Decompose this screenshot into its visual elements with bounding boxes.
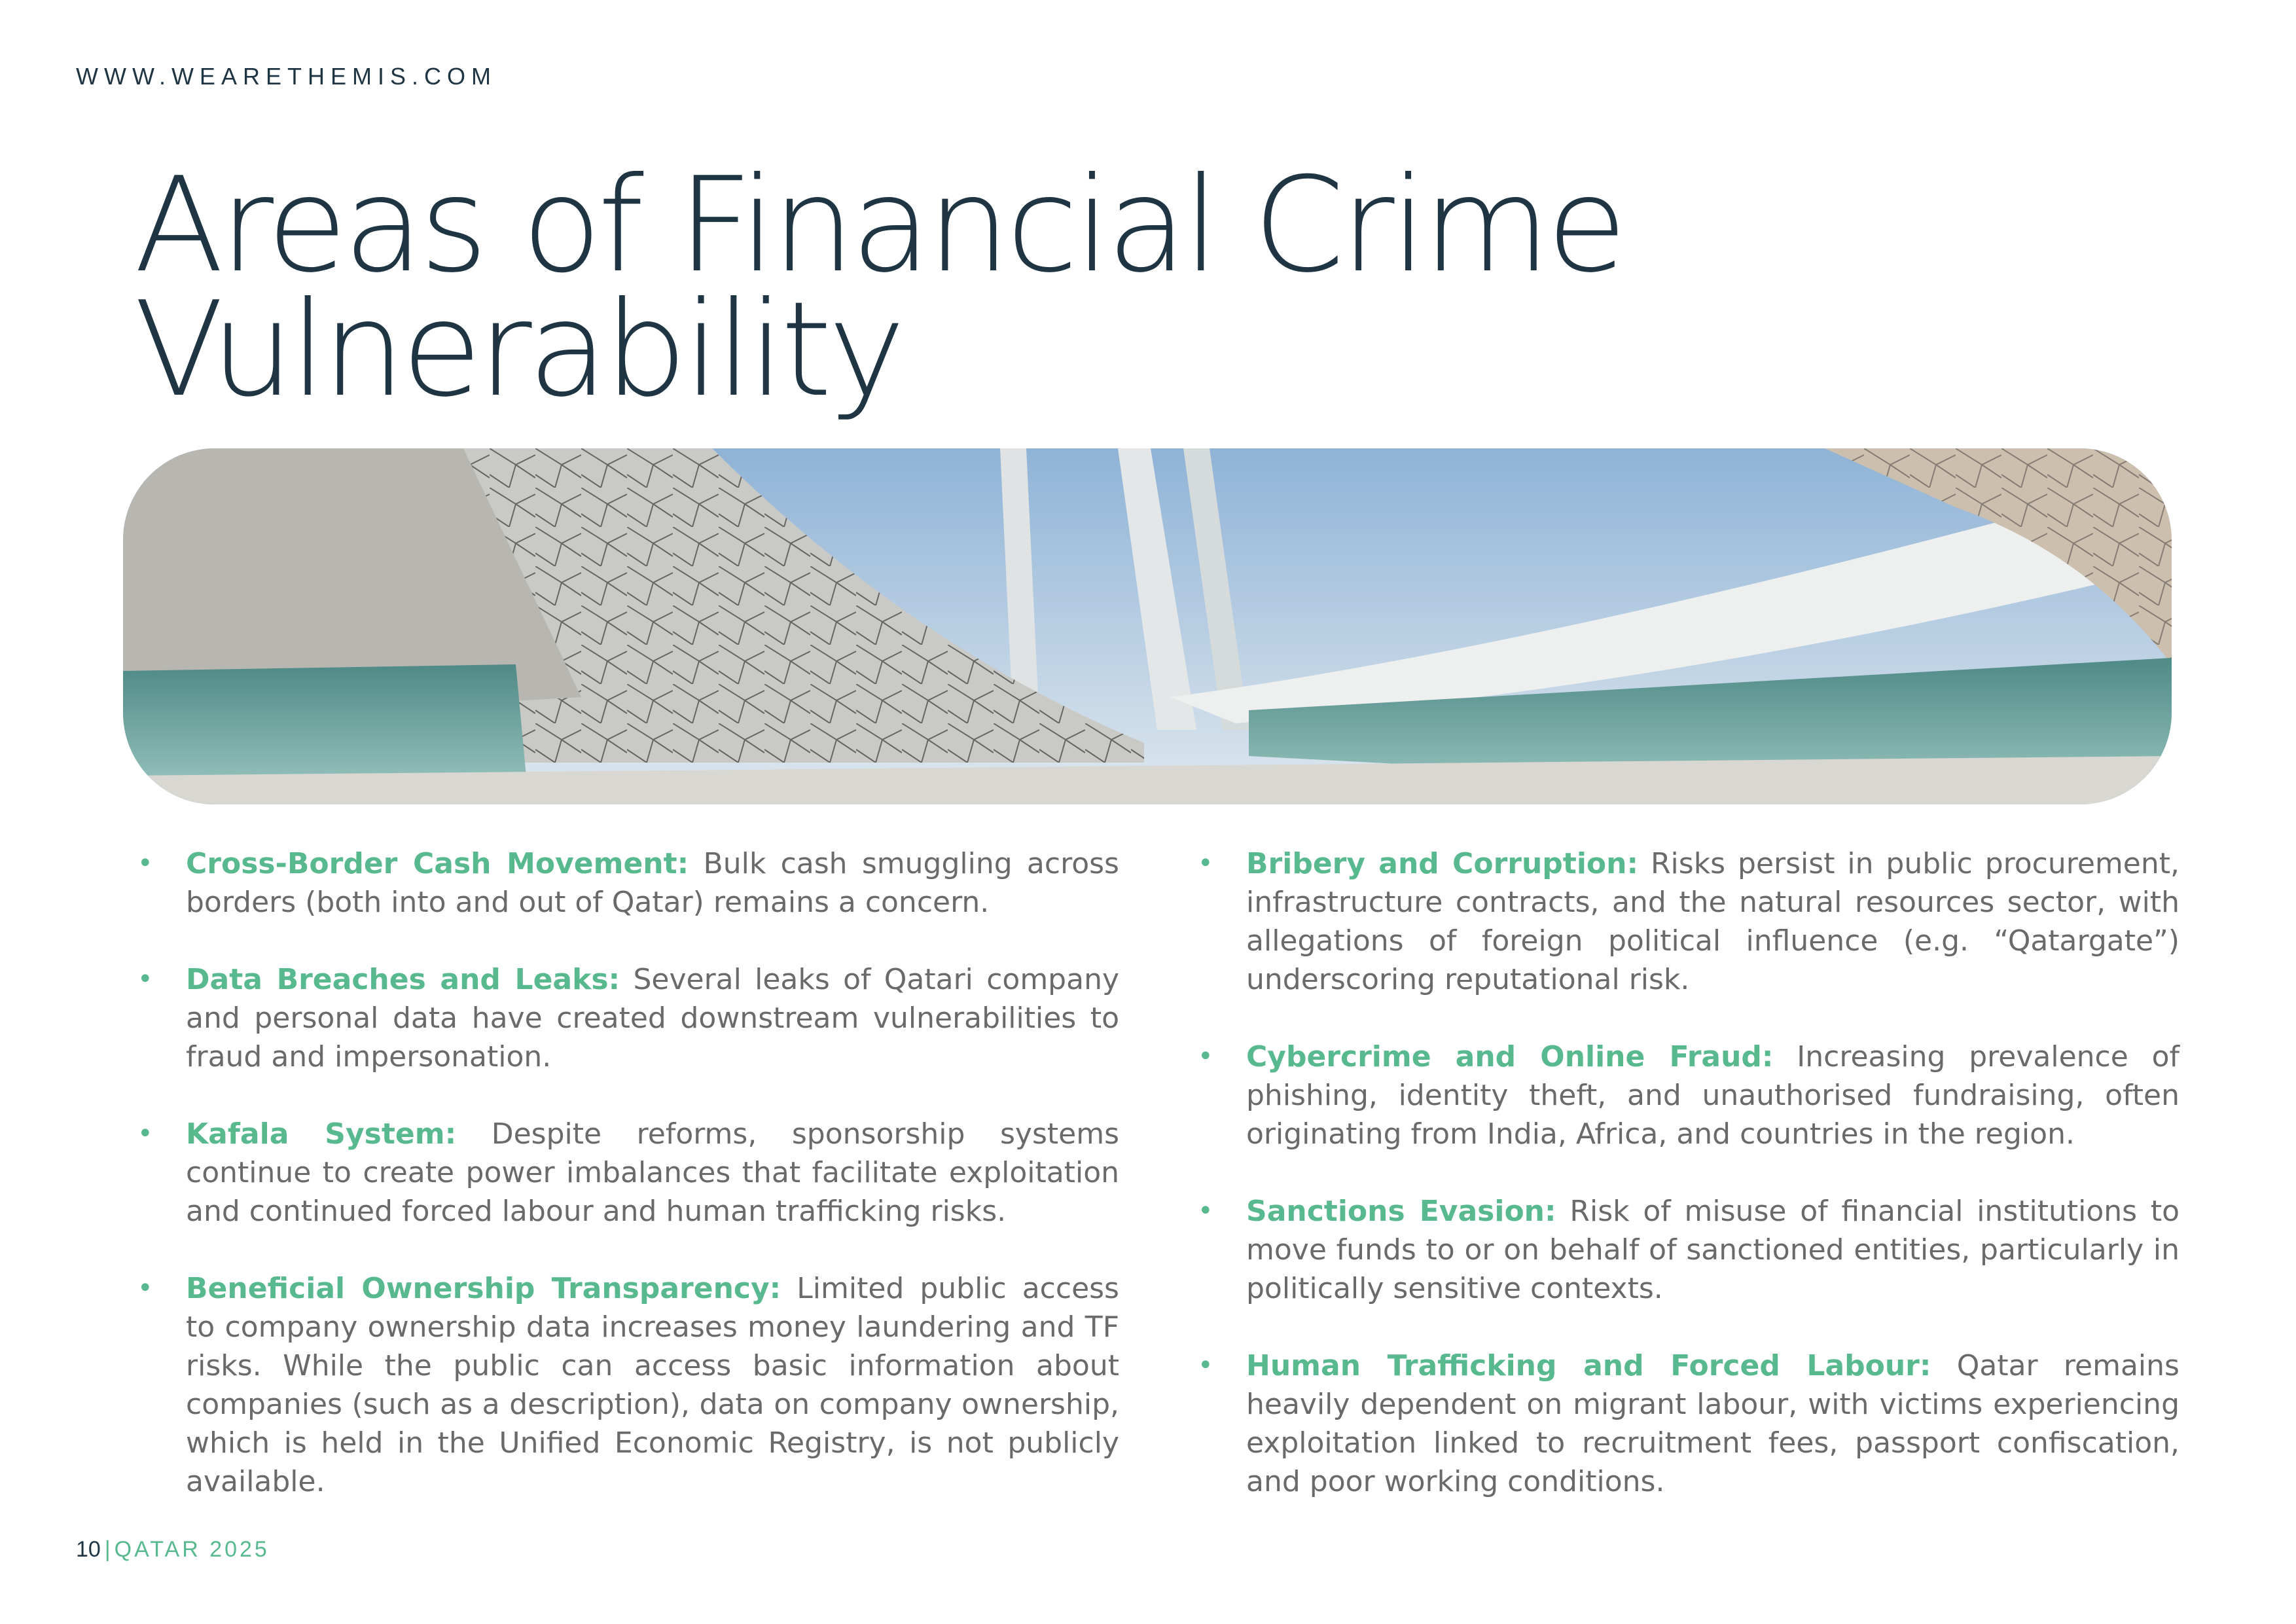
left-column-list [186, 844, 1119, 1540]
document-label: QATAR 2025 [114, 1537, 270, 1562]
list-item [1246, 844, 2179, 999]
list-item [1246, 1192, 2179, 1308]
page-title-line-2: Vulnerability [134, 274, 902, 426]
page-footer [76, 1537, 270, 1562]
item-term: Sanctions Evasion: [1246, 1195, 1556, 1228]
item-term: Kafala System: [186, 1117, 457, 1151]
item-description: Increasing prevalence of phishing, identity theft, and unauthorised fundraising, often originating from India, Africa, and countries in the region. [1246, 1040, 2179, 1151]
hero-building-photo [123, 448, 2172, 804]
list-item [186, 1269, 1119, 1501]
item-description: Risks persist in public procurement, infrastructure contracts, and the natural resources sector, with allegations of foreign political influence (e.g. “Qatargate”) underscoring reputational risk. [1246, 847, 2179, 996]
site-url: WWW.WEARETHEMIS.COM [76, 63, 497, 90]
item-term: Beneficial Ownership Transparency: [186, 1272, 781, 1305]
item-term: Cybercrime and Online Fraud: [1246, 1040, 1774, 1074]
footer-separator: | [104, 1537, 111, 1562]
list-item [186, 960, 1119, 1076]
item-term: Data Breaches and Leaks: [186, 963, 620, 996]
item-term: Human Trafficking and Forced Labour: [1246, 1349, 1931, 1382]
list-item [186, 844, 1119, 922]
item-description: Qatar remains heavily dependent on migrant labour, with victims experiencing exploitation linked to recruitment fees, passport confiscation, and poor working conditions. [1246, 1349, 2179, 1498]
list-item [186, 1115, 1119, 1231]
item-term: Bribery and Corruption: [1246, 847, 1639, 880]
list-item [1246, 1346, 2179, 1501]
page-title [134, 149, 1624, 426]
item-term: Cross-Border Cash Movement: [186, 847, 689, 880]
item-description: Risk of misuse of financial institutions to move funds to or on behalf of sanctioned entities, particularly in politically sensitive contexts. [1246, 1195, 2180, 1305]
page-number: 10 [76, 1537, 101, 1562]
right-column-list [1246, 844, 2179, 1540]
item-description: Despite reforms, sponsorship systems continue to create power imbalances that facilitate exploitation and continued forced labour and human trafficking risks. [186, 1117, 1119, 1228]
item-description: Several leaks of Qatari company and personal data have created downstream vulnerabilities to fraud and impersonation. [186, 963, 1119, 1074]
page-title-line-1: Areas of Financial Crime [134, 149, 1624, 302]
item-description: Bulk cash smuggling across borders (both into and out of Qatar) remains a concern. [186, 847, 1119, 919]
list-item [1246, 1038, 2179, 1153]
item-description: Limited public access to company ownership data increases money laundering and TF risks. While the public can access basic information about companies (such as a description), data on company ownership, which is held in the Unified Economic Registry, is not publicly available. [186, 1272, 1119, 1498]
